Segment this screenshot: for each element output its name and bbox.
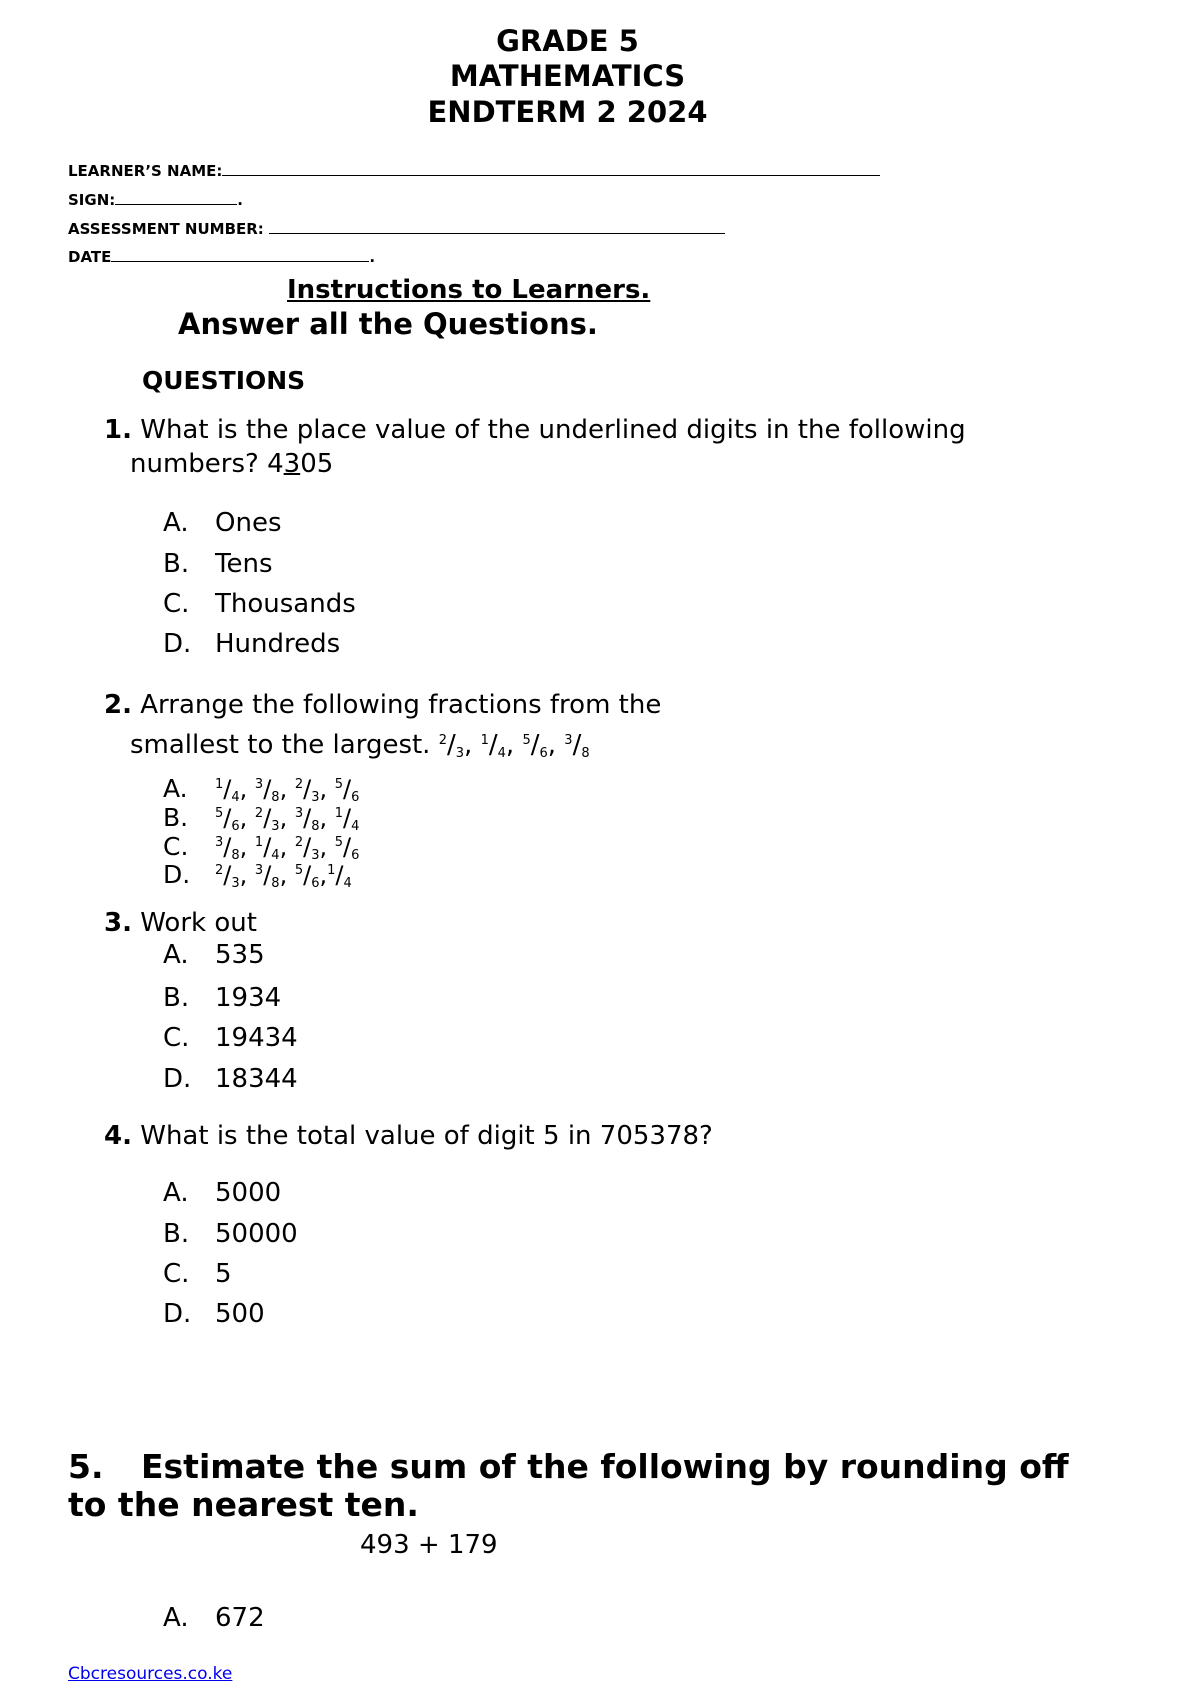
option-text: Tens — [215, 549, 273, 579]
fraction: $^1/_4$ — [334, 804, 360, 834]
option-fractions: $^2/_3$, $^3/_8$, $^5/_6,^1/_4$ — [215, 861, 352, 891]
option-text: Ones — [215, 508, 282, 538]
question-1-line1: What is the place value of the underlined digits in the following — [140, 415, 966, 445]
question-4-number: 4. — [104, 1121, 132, 1151]
option-letter: A. — [163, 1603, 189, 1633]
question-5-expression: 493 + 179 — [360, 1530, 498, 1560]
fraction: $^5/_6$ — [294, 861, 320, 891]
option-letter: A. — [163, 508, 189, 538]
option-letter: A. — [163, 1178, 189, 1208]
option-text: 672 — [215, 1603, 265, 1633]
option-fractions: $^3/_8$, $^1/_4$, $^2/_3$, $^5/_6$ — [215, 833, 360, 863]
option-text: Hundreds — [215, 629, 341, 659]
date-label: DATE — [68, 248, 112, 266]
sign-end: . — [237, 191, 243, 209]
q3-option-a — [163, 940, 265, 970]
question-2-line1: Arrange the following fractions from the — [140, 690, 662, 720]
fraction: $^1/_4$ — [254, 833, 280, 863]
q4-option-c — [163, 1259, 232, 1289]
fraction: $^3/_8$ — [294, 804, 320, 834]
instructions-text: Answer all the Questions. — [178, 307, 598, 341]
q4-option-a — [163, 1178, 281, 1208]
q4-option-b — [163, 1219, 298, 1249]
option-letter: C. — [163, 1259, 190, 1289]
question-1-text — [104, 415, 966, 445]
option-text: 50000 — [215, 1219, 298, 1249]
question-5-line1 — [68, 1448, 1069, 1486]
option-text: 5 — [215, 1259, 232, 1289]
fraction: $^5/_6$ — [334, 833, 360, 863]
fraction: $^3/_8$ — [564, 730, 590, 761]
question-4-prompt: What is the total value of digit 5 in 705378? — [140, 1121, 713, 1151]
question-2-text — [104, 690, 661, 720]
date-line — [111, 247, 369, 262]
option-text: 1934 — [215, 983, 282, 1013]
option-letter: C. — [163, 1023, 190, 1053]
learner-name-line — [222, 161, 880, 176]
fraction: $^1/_4$ — [327, 861, 352, 891]
date-field — [68, 247, 375, 267]
question-1-line2 — [130, 449, 333, 479]
question-2-line2-text: smallest to the largest. — [130, 730, 431, 760]
q5-option-a — [163, 1603, 265, 1633]
sign-line — [115, 190, 237, 205]
q1-option-c — [163, 589, 356, 619]
option-letter: D. — [163, 1064, 192, 1094]
option-text: 18344 — [215, 1064, 298, 1094]
option-letter: C. — [163, 589, 190, 619]
question-2-number: 2. — [104, 690, 132, 720]
option-letter: B. — [163, 803, 189, 832]
title-subject: MATHEMATICS — [449, 59, 686, 93]
assessment-number-line — [269, 219, 725, 234]
option-letter: A. — [163, 940, 189, 970]
option-text: 5000 — [215, 1178, 282, 1208]
question-5-number: 5. — [68, 1447, 104, 1486]
q1-option-a — [163, 508, 282, 538]
option-letter: B. — [163, 1219, 190, 1249]
assessment-number-label: ASSESSMENT NUMBER: — [68, 220, 264, 238]
learner-name-field — [68, 161, 880, 181]
fraction: $^2/_3$ — [294, 775, 320, 805]
question-5-line2: to the nearest ten. — [68, 1485, 419, 1524]
question-1-prefix: numbers? 4 — [130, 449, 284, 479]
option-text: Thousands — [215, 589, 356, 619]
option-letter: D. — [163, 629, 192, 659]
question-2-fractions: $^2/_3$, $^1/_4$, $^5/_6$, $^3/_8$ — [438, 730, 590, 761]
option-letter: B. — [163, 549, 190, 579]
fraction: $^2/_3$ — [254, 804, 280, 834]
question-3-text — [104, 908, 257, 938]
fraction: $^3/_8$ — [254, 861, 280, 891]
fraction: $^1/_4$ — [480, 730, 506, 761]
fraction: $^3/_8$ — [254, 775, 280, 805]
questions-heading: QUESTIONS — [142, 366, 306, 395]
q1-option-d — [163, 629, 340, 659]
q3-option-d — [163, 1064, 298, 1094]
question-3-number: 3. — [104, 908, 132, 938]
option-letter: A. — [163, 774, 188, 803]
option-text: 535 — [215, 940, 265, 970]
option-text: 19434 — [215, 1023, 298, 1053]
option-fractions: $^5/_6$, $^2/_3$, $^3/_8$, $^1/_4$ — [215, 804, 360, 834]
fraction: $^2/_3$ — [215, 861, 240, 891]
fraction: $^5/_6$ — [522, 730, 548, 761]
q2-option-d — [163, 856, 352, 898]
title-grade: GRADE 5 — [496, 24, 639, 58]
question-1-number: 1. — [104, 415, 132, 445]
fraction: $^5/_6$ — [334, 775, 360, 805]
sign-label: SIGN: — [68, 191, 116, 209]
assessment-number-field — [68, 219, 725, 239]
q1-option-b — [163, 549, 272, 579]
q4-option-d — [163, 1299, 265, 1329]
title-term: ENDTERM 2 2024 — [427, 95, 708, 129]
q3-option-b — [163, 983, 281, 1013]
fraction: $^5/_6$ — [215, 804, 240, 834]
q3-option-c — [163, 1023, 298, 1053]
fraction: $^2/_3$ — [438, 730, 465, 761]
fraction: $^3/_8$ — [215, 833, 240, 863]
question-2-line2 — [130, 730, 590, 761]
option-letter: C. — [163, 832, 189, 861]
option-fractions: $^1/_4$, $^3/_8$, $^2/_3$, $^5/_6$ — [215, 775, 360, 805]
question-4-text — [104, 1121, 713, 1151]
question-1-suffix: 05 — [300, 449, 334, 479]
underlined-digit: 3 — [283, 449, 301, 479]
question-3-prompt: Work out — [140, 908, 257, 938]
sign-field — [68, 190, 243, 210]
fraction: $^1/_4$ — [215, 775, 240, 805]
footer-link[interactable]: Cbcresources.co.ke — [68, 1664, 233, 1684]
option-letter: D. — [163, 1299, 192, 1329]
option-text: 500 — [215, 1299, 265, 1329]
learner-name-label: LEARNER’S NAME: — [68, 162, 223, 180]
date-end: . — [369, 248, 376, 266]
option-letter: B. — [163, 983, 190, 1013]
instructions-heading: Instructions to Learners. — [287, 275, 651, 305]
question-5-text1: Estimate the sum of the following by rounding off — [141, 1447, 1069, 1486]
option-letter: D. — [163, 860, 191, 889]
fraction: $^2/_3$ — [294, 833, 320, 863]
